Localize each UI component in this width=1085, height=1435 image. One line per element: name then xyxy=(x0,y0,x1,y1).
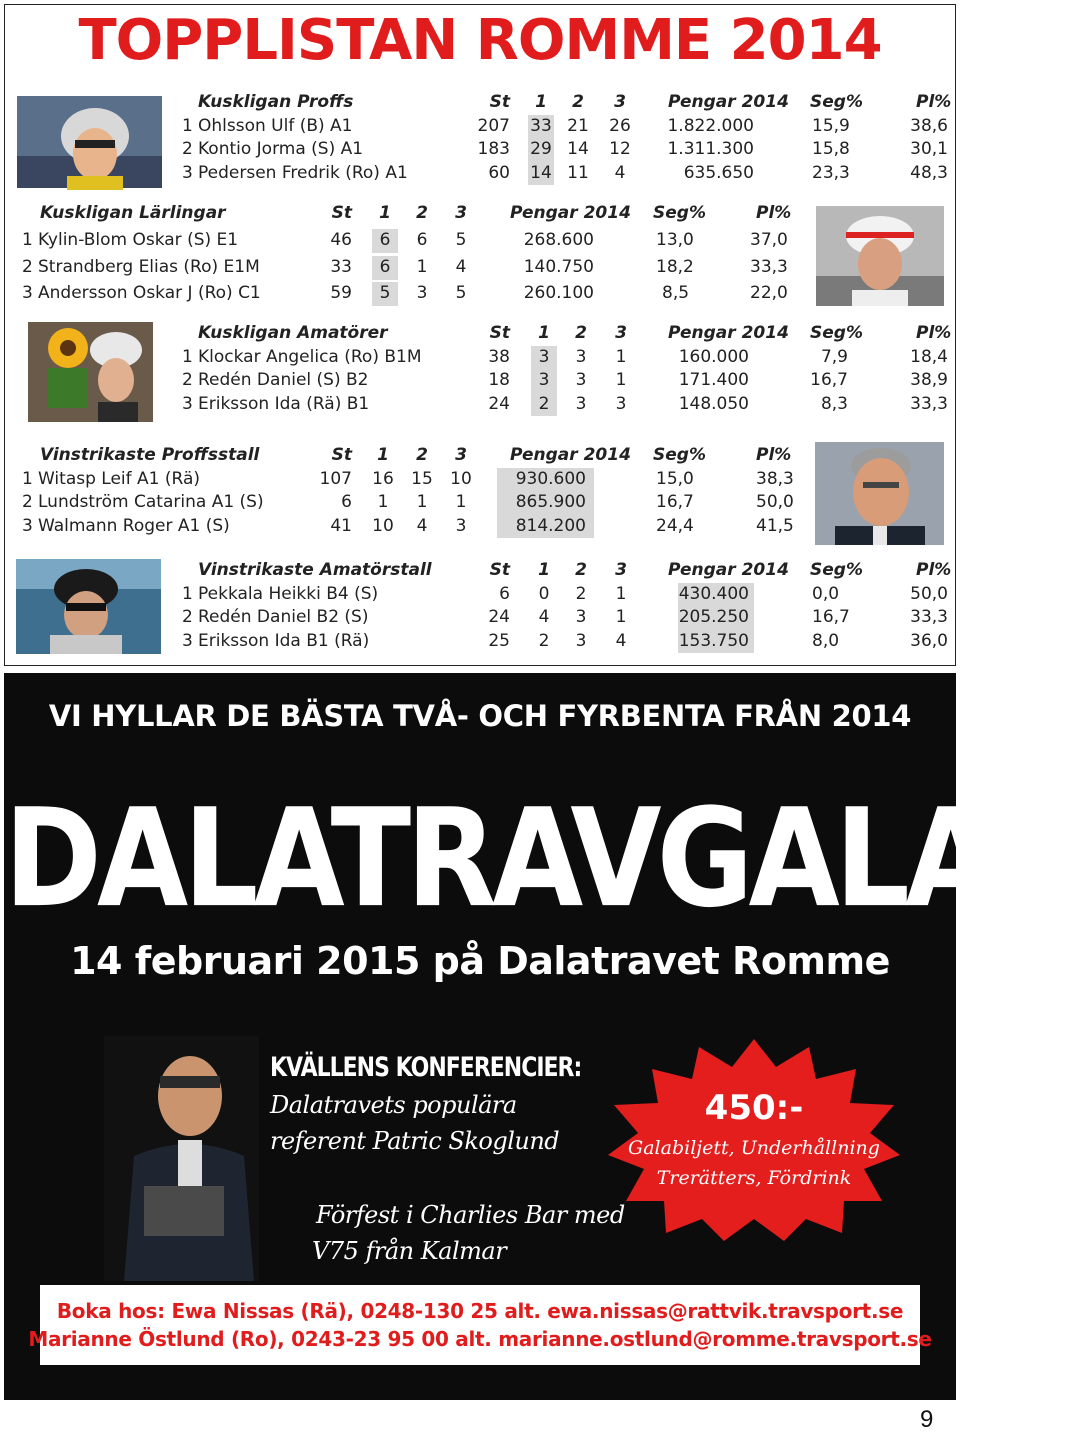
col-1: 1 xyxy=(379,203,391,223)
thirds: 1 xyxy=(615,346,627,367)
ad-subtitle: VI HYLLAR DE BÄSTA TVÅ- OCH FYRBENTA FRÅN 2014 xyxy=(48,699,912,733)
table-row xyxy=(0,583,960,607)
name: Ohlsson Ulf (B) A1 xyxy=(198,115,353,136)
thirds: 26 xyxy=(609,115,631,136)
col-seg: Seg% xyxy=(653,445,706,465)
table-row xyxy=(0,138,960,162)
place-pct: 36,0 xyxy=(910,630,948,651)
win-pct: 8,5 xyxy=(662,283,690,303)
win-pct: 23,3 xyxy=(812,162,850,183)
thirds: 1 xyxy=(615,607,627,627)
seconds: 1 xyxy=(416,257,428,277)
name: Kontio Jorma (S) A1 xyxy=(198,139,364,159)
col-pl: Pl% xyxy=(756,203,792,223)
col-2: 2 xyxy=(416,445,428,465)
seconds: 1 xyxy=(416,492,428,512)
table-header xyxy=(0,91,960,115)
firsts: 0 xyxy=(538,583,550,604)
prize-money: 205.250 xyxy=(678,606,754,630)
starts: 18 xyxy=(488,370,510,390)
table-row xyxy=(0,468,960,492)
col-3: 3 xyxy=(455,203,467,223)
prize-money: 160.000 xyxy=(678,346,749,367)
col-pl: Pl% xyxy=(916,92,952,112)
table-row xyxy=(0,369,960,393)
table-row xyxy=(0,491,960,515)
win-pct: 8,0 xyxy=(812,630,840,651)
name: Kylin-Blom Oskar (S) E1 xyxy=(38,230,239,250)
gala-advertisement xyxy=(4,673,1085,1400)
col-pl: Pl% xyxy=(916,323,952,343)
win-pct: 16,7 xyxy=(656,492,694,512)
rank: 3 xyxy=(182,630,193,651)
name: Walmann Roger A1 (S) xyxy=(38,515,230,536)
rank: 1 xyxy=(22,230,33,250)
starts: 46 xyxy=(330,230,352,250)
prize-money: 635.650 xyxy=(683,162,754,183)
booking-band xyxy=(40,1285,920,1365)
col-2: 2 xyxy=(416,203,428,223)
thirds: 4 xyxy=(614,162,626,183)
win-pct: 15,9 xyxy=(812,115,850,136)
starts: 6 xyxy=(341,492,352,512)
table-row xyxy=(0,256,960,280)
starts: 60 xyxy=(488,162,510,183)
table-row xyxy=(0,162,960,186)
col-1: 1 xyxy=(538,560,550,580)
firsts: 6 xyxy=(372,256,398,280)
firsts: 6 xyxy=(372,229,398,253)
win-pct: 16,7 xyxy=(812,607,850,627)
rank: 2 xyxy=(182,139,193,159)
firsts: 3 xyxy=(531,346,557,370)
col-2: 2 xyxy=(575,560,587,580)
starts: 33 xyxy=(330,257,352,277)
name: Redén Daniel B2 (S) xyxy=(198,607,369,627)
event-date: 14 februari 2015 på Dalatravet Romme xyxy=(70,939,890,983)
ticket-price: 450:- xyxy=(704,1088,804,1128)
col-3: 3 xyxy=(614,92,626,112)
name: Pedersen Fredrik (Ro) A1 xyxy=(198,162,408,183)
page-title: TOPPLISTAN ROMME 2014 xyxy=(78,8,882,73)
win-pct: 16,7 xyxy=(810,370,848,390)
starts: 59 xyxy=(330,283,352,303)
col-pengar: Pengar 2014 xyxy=(510,445,631,465)
place-pct: 18,4 xyxy=(910,346,948,367)
starts: 24 xyxy=(488,393,510,414)
prize-money: 1.311.300 xyxy=(667,139,754,159)
prize-money: 814.200 xyxy=(497,515,594,539)
rank: 2 xyxy=(182,607,193,627)
rank: 1 xyxy=(182,583,193,604)
thirds: 3 xyxy=(455,515,467,536)
place-pct: 30,1 xyxy=(910,139,948,159)
thirds: 4 xyxy=(455,257,467,277)
col-pengar: Pengar 2014 xyxy=(510,203,631,223)
place-pct: 50,0 xyxy=(756,492,794,512)
col-st: St xyxy=(489,560,510,580)
seconds: 4 xyxy=(416,515,428,536)
prize-money: 153.750 xyxy=(678,630,754,654)
name: Redén Daniel (S) B2 xyxy=(198,370,369,390)
page-number: 9 xyxy=(920,1406,934,1433)
win-pct: 8,3 xyxy=(820,393,848,414)
prize-money: 171.400 xyxy=(678,370,749,390)
place-pct: 33,3 xyxy=(910,607,948,627)
thirds: 1 xyxy=(615,583,627,604)
name: Witasp Leif A1 (Rä) xyxy=(38,468,201,489)
place-pct: 33,3 xyxy=(910,393,948,414)
firsts: 3 xyxy=(531,369,557,393)
name: Lundström Catarina A1 (S) xyxy=(38,492,264,512)
name: Andersson Oskar J (Ro) C1 xyxy=(38,283,261,303)
rank: 3 xyxy=(22,283,33,303)
win-pct: 15,0 xyxy=(656,468,694,489)
thirds: 5 xyxy=(455,283,467,303)
seconds: 3 xyxy=(575,393,587,414)
firsts: 29 xyxy=(528,138,554,162)
win-pct: 18,2 xyxy=(656,257,694,277)
prize-money: 148.050 xyxy=(678,393,749,414)
col-st: St xyxy=(331,445,352,465)
col-2: 2 xyxy=(575,323,587,343)
col-pl: Pl% xyxy=(756,445,792,465)
place-pct: 38,3 xyxy=(756,468,794,489)
place-pct: 38,9 xyxy=(910,370,948,390)
table-row xyxy=(0,115,960,139)
rank: 1 xyxy=(22,468,33,489)
col-3: 3 xyxy=(455,445,467,465)
seconds: 2 xyxy=(575,583,587,604)
seconds: 15 xyxy=(411,468,433,489)
name: Pekkala Heikki B4 (S) xyxy=(198,583,379,604)
place-pct: 37,0 xyxy=(750,230,788,250)
table-header xyxy=(0,559,960,583)
price-includes-1: Galabiljett, Underhållning xyxy=(628,1137,880,1159)
prize-money: 140.750 xyxy=(523,257,594,277)
seconds: 21 xyxy=(567,115,589,136)
thirds: 5 xyxy=(455,230,467,250)
col-pengar: Pengar 2014 xyxy=(668,323,789,343)
thirds: 1 xyxy=(615,370,627,390)
place-pct: 41,5 xyxy=(756,515,794,536)
seconds: 3 xyxy=(416,283,428,303)
starts: 38 xyxy=(488,346,510,367)
table-kuskligan-larlingar xyxy=(0,202,960,306)
col-3: 3 xyxy=(615,323,627,343)
rank: 3 xyxy=(182,162,193,183)
table-row xyxy=(0,282,960,306)
starts: 207 xyxy=(477,115,510,136)
table-title: Kuskligan Amatörer xyxy=(198,323,388,343)
thirds: 1 xyxy=(455,492,467,512)
thirds: 10 xyxy=(450,468,472,489)
firsts: 14 xyxy=(528,162,554,186)
seconds: 3 xyxy=(575,370,587,390)
starts: 107 xyxy=(319,468,352,489)
table-kuskligan-amatorer xyxy=(0,322,960,418)
col-pengar: Pengar 2014 xyxy=(668,560,789,580)
thirds: 12 xyxy=(609,139,631,159)
prize-money: 1.822.000 xyxy=(667,115,754,136)
firsts: 1 xyxy=(377,492,389,512)
col-seg: Seg% xyxy=(810,560,863,580)
starts: 41 xyxy=(330,515,352,536)
prefest-line-2: V75 från Kalmar xyxy=(312,1237,507,1265)
seconds: 3 xyxy=(575,346,587,367)
col-seg: Seg% xyxy=(653,203,706,223)
prize-money: 268.600 xyxy=(523,230,594,250)
firsts: 4 xyxy=(538,607,550,627)
firsts: 2 xyxy=(538,630,550,651)
place-pct: 22,0 xyxy=(750,283,788,303)
price-includes-2: Trerätters, Fördrink xyxy=(656,1167,852,1189)
name: Eriksson Ida (Rä) B1 xyxy=(198,393,370,414)
thirds: 4 xyxy=(615,630,627,651)
prize-money: 430.400 xyxy=(678,583,754,607)
col-1: 1 xyxy=(535,92,547,112)
booking-line-2: Marianne Östlund (Ro), 0243-23 95 00 alt. marianne.ostlund@romme.travsport.se xyxy=(28,1327,932,1351)
seconds: 3 xyxy=(575,630,587,651)
win-pct: 24,4 xyxy=(656,515,694,536)
table-title: Kuskligan Lärlingar xyxy=(40,203,226,223)
prefest-line-1: Förfest i Charlies Bar med xyxy=(316,1201,625,1229)
booking-line-1: Boka hos: Ewa Nissas (Rä), 0248-130 25 alt. ewa.nissas@rattvik.travsport.se xyxy=(56,1299,904,1323)
photo-host xyxy=(104,1036,259,1281)
seconds: 6 xyxy=(416,230,428,250)
table-row xyxy=(0,393,960,417)
win-pct: 15,8 xyxy=(812,139,850,159)
starts: 25 xyxy=(488,630,510,651)
col-seg: Seg% xyxy=(810,92,863,112)
firsts: 33 xyxy=(528,115,554,139)
rank: 2 xyxy=(182,370,193,390)
table-vinstrikaste-amatorstall xyxy=(0,559,960,655)
table-header xyxy=(0,444,960,468)
starts: 183 xyxy=(477,139,510,159)
firsts: 2 xyxy=(531,393,557,417)
table-row xyxy=(0,229,960,253)
table-row xyxy=(0,630,960,654)
name: Eriksson Ida B1 (Rä) xyxy=(198,630,370,651)
seconds: 11 xyxy=(567,162,589,183)
col-pl: Pl% xyxy=(916,560,952,580)
prize-money: 865.900 xyxy=(497,491,594,515)
col-pengar: Pengar 2014 xyxy=(668,92,789,112)
rank: 3 xyxy=(22,515,33,536)
host-line-2: referent Patric Skoglund xyxy=(270,1127,560,1155)
col-seg: Seg% xyxy=(810,323,863,343)
col-2: 2 xyxy=(572,92,584,112)
rank: 1 xyxy=(182,115,193,136)
table-row xyxy=(0,606,960,630)
table-header xyxy=(0,322,960,346)
rank: 2 xyxy=(22,492,33,512)
event-name: DALATRAVGALAN xyxy=(4,778,1085,938)
place-pct: 38,6 xyxy=(910,115,948,136)
name: Klockar Angelica (Ro) B1M xyxy=(198,346,422,367)
prize-money: 930.600 xyxy=(497,468,594,492)
table-row xyxy=(0,515,960,539)
col-3: 3 xyxy=(615,560,627,580)
name: Strandberg Elias (Ro) E1M xyxy=(38,257,260,277)
starts: 24 xyxy=(488,607,510,627)
win-pct: 7,9 xyxy=(820,346,848,367)
col-1: 1 xyxy=(377,445,389,465)
place-pct: 50,0 xyxy=(910,583,948,604)
col-st: St xyxy=(331,203,352,223)
win-pct: 0,0 xyxy=(812,583,840,604)
table-header xyxy=(0,202,960,226)
firsts: 10 xyxy=(372,515,394,536)
rank: 1 xyxy=(182,346,193,367)
col-st: St xyxy=(489,92,510,112)
table-title: Vinstrikaste Amatörstall xyxy=(198,560,432,580)
place-pct: 33,3 xyxy=(750,257,788,277)
table-title: Kuskligan Proffs xyxy=(198,92,354,112)
firsts: 5 xyxy=(372,282,398,306)
table-vinstrikaste-proffsstall xyxy=(0,444,960,540)
seconds: 3 xyxy=(575,607,587,627)
seconds: 14 xyxy=(567,139,589,159)
table-title: Vinstrikaste Proffsstall xyxy=(40,445,260,465)
win-pct: 13,0 xyxy=(656,230,694,250)
host-line-1: Dalatravets populära xyxy=(270,1091,517,1119)
firsts: 16 xyxy=(372,468,394,489)
rank: 3 xyxy=(182,393,193,414)
col-st: St xyxy=(489,323,510,343)
place-pct: 48,3 xyxy=(910,162,948,183)
prize-money: 260.100 xyxy=(523,283,594,303)
table-row xyxy=(0,346,960,370)
starts: 6 xyxy=(499,583,510,604)
col-1: 1 xyxy=(538,323,550,343)
thirds: 3 xyxy=(615,393,627,414)
table-kuskligan-proffs xyxy=(0,91,960,187)
rank: 2 xyxy=(22,257,33,277)
host-heading: KVÄLLENS KONFERENCIER: xyxy=(270,1053,582,1083)
